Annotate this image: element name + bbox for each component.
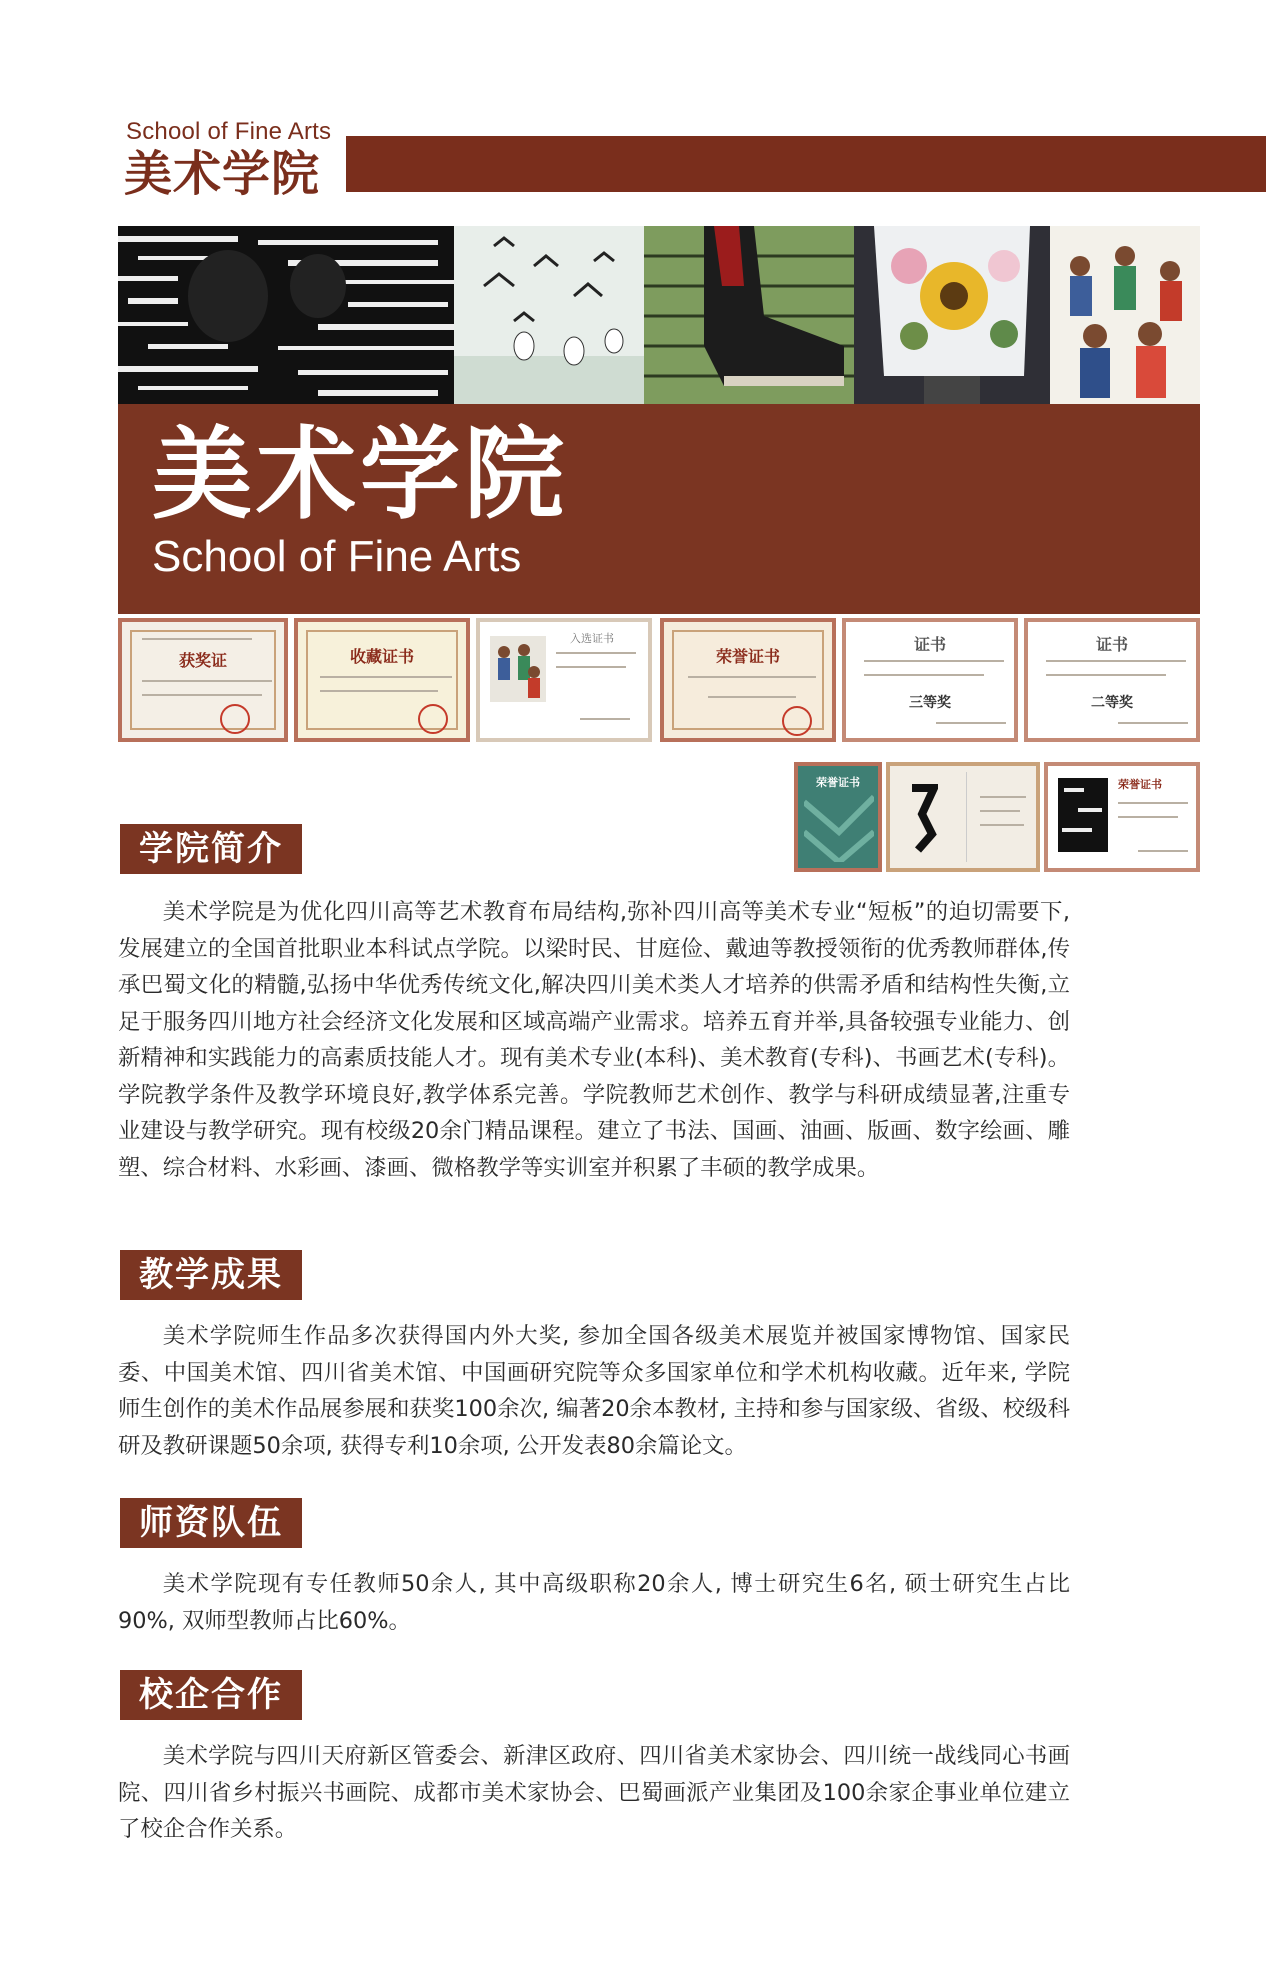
section-text-intro: 美术学院是为优化四川高等艺术教育布局结构,弥补四川高等美术专业“短板”的迫切需要下,发展建立的全国首批职业本科试点学院。以梁时民、甘庭俭、戴迪等教授领衔的优秀教师群体,传承巴蜀文化的精髓,弘扬中华优秀传统文化,解决四川美术类人才培养的供需矛盾和结构性失衡,立足于服务四川地方社会经济文化发展和区域高端产业需求。培养五育并举,具备较强专业能力、创新精神和实践能力的高素质技能人才。现有美术专业(本科)、美术教育(专科)、书画艺术(专科)。学院教学条件及教学环境良好,教学体系完善。学院教师艺术创作、教学与科研成绩显著,注重专业建设与教学研究。现有校级20余门精品课程。建立了书法、国画、油画、版画、数字绘画、雕塑、综合材料、水彩画、漆画、微格教学等实训室并积累了丰硕的教学成果。	[118, 899, 1070, 1181]
certificate-print	[1058, 778, 1108, 852]
banner-title-en: School of Fine Arts	[152, 532, 522, 581]
certificate-third-prize	[842, 618, 1018, 742]
section-heading-cooperation: 校企合作	[120, 1670, 302, 1720]
certificate-title: 获奖证	[178, 651, 227, 670]
section-heading-faculty: 师资队伍	[120, 1498, 302, 1548]
header-title-cn: 美术学院	[124, 146, 321, 202]
artwork-crowd	[1050, 226, 1200, 404]
certificate-pattern	[804, 792, 874, 862]
certificate-painting	[490, 636, 546, 702]
certificate-award	[118, 618, 288, 742]
artwork-sunflower	[854, 226, 1050, 404]
certificate-title: 入选证书	[570, 632, 614, 645]
section-heading-achievements: 教学成果	[120, 1250, 302, 1300]
header-title-en: School of Fine Arts	[126, 118, 332, 145]
certificate-title: 证书	[913, 635, 946, 654]
banner-title-cn: 美术学院	[152, 416, 568, 533]
artwork-shoe	[644, 226, 854, 404]
section-text-achievements: 美术学院师生作品多次获得国内外大奖, 参加全国各级美术展览并被国家博物馆、国家民委、中国美术馆、四川省美术馆、中国画研究院等众多国家单位和学术机构收藏。近年来, 学院师生创作的美术作品展参展和获奖100余次, 编著20余本教材, 主持和参与国家级、省级、校级科研及教研课题50余项, 获得专利10余项, 公开发表80余篇论文。	[118, 1323, 1070, 1459]
certificate-woodcut	[1044, 762, 1200, 872]
artwork-cranes	[454, 226, 644, 404]
certificate-second-prize	[1024, 618, 1200, 742]
artwork-woodcut	[118, 226, 454, 404]
section-heading-intro: 学院简介	[120, 824, 302, 874]
certificate-open-book	[886, 762, 1040, 872]
certificate-green	[794, 762, 882, 872]
certificate-title: 荣誉证书	[816, 776, 860, 789]
certificate-award: 二等奖	[1091, 695, 1133, 711]
certificate-honor	[660, 618, 836, 742]
certificate-title: 收藏证书	[349, 647, 414, 666]
section-text-cooperation: 美术学院与四川天府新区管委会、新津区政府、四川省美术家协会、四川统一战线同心书画院、四川省乡村振兴书画院、成都市美术家协会、巴蜀画派产业集团及100余家企事业单位建立了校企合作关系。	[118, 1743, 1070, 1842]
section-text-faculty: 美术学院现有专任教师50余人, 其中高级职称20余人, 博士研究生6名, 硕士研究生占比90%, 双师型教师占比60%。	[118, 1571, 1070, 1634]
certificate-title: 荣誉证书	[715, 647, 780, 666]
certificate-collection	[294, 618, 470, 742]
certificate-figure	[908, 784, 938, 854]
header-bar	[346, 136, 1266, 192]
certificate-award: 三等奖	[909, 695, 951, 711]
certificate-title: 证书	[1095, 635, 1128, 654]
certificate-title: 荣誉证书	[1118, 778, 1162, 791]
certificate-selection	[476, 618, 652, 742]
